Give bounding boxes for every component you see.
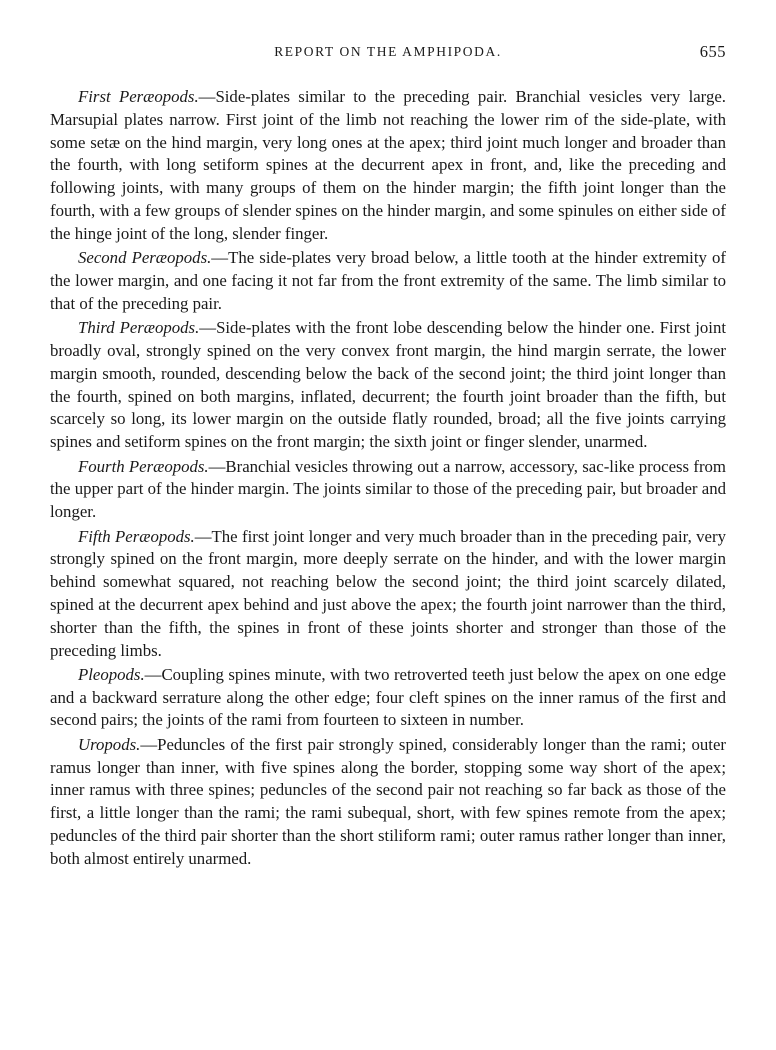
paragraph-heading: Second Peræopods. <box>78 248 212 268</box>
paragraph-heading: Third Peræopods. <box>78 318 200 338</box>
paragraph-text: —Side-plates similar to the preceding pair. Branchial vesicles very large. Marsupial plates narrow. First joint of the limb not reaching the lower rim of the side-plate, with some setæ on the hind margin, very long ones at the apex; third joint much longer and broader than the fourth, with long setiform spines at the decurrent apex in front, and, like the preceding and following joints, with many groups of them on the hinder margin; the fifth joint longer than the fourth, with a few groups of slender spines on the hinder margin, and some spinules on either side of the hinge joint of the long, slender finger. <box>50 87 726 243</box>
paragraph-text: —Coupling spines minute, with two retroverted teeth just below the apex on one edge and a backward serrature along the other edge; four cleft spines on the inner ramus of the first and second pairs; the joints of the rami from fourteen to sixteen in number. <box>50 664 726 730</box>
paragraph-heading: Uropods. <box>78 734 141 754</box>
paragraph-text: —Branchial vesicles throwing out a narrow, accessory, sac-like process from the upper part of the hinder margin. The joints similar to those of the preceding pair, but broader and longer. <box>50 456 726 522</box>
body-text <box>50 86 726 872</box>
paragraph-heading: First Peræopods. <box>78 87 199 106</box>
paragraph-text: —The side-plates very broad below, a little tooth at the hinder extremity of the lower margin, and one facing it not far from the front extremity of the same. The limb similar to that of the preceding pair. <box>50 248 726 313</box>
paragraph-fifth-peraeopods <box>50 526 726 663</box>
paragraph-fourth-peraeopods <box>50 456 726 524</box>
page-number: 655 <box>699 42 726 61</box>
paragraph-pleopods <box>50 664 726 732</box>
page-header <box>50 44 726 68</box>
paragraph-second-peraeopods <box>50 247 726 315</box>
paragraph-text: —Peduncles of the first pair strongly spined, considerably longer than the rami; outer ramus longer than inner, with five spines along the border, stopping some way short of the apex; inner ramus with three spines; peduncles of the second pair not reaching so far back as those of the first, a little longer than the rami; the rami subequal, short, with few spines remote from the apex; peduncles of the third pair shorter than the short stiliform rami; outer ramus rather longer than inner, both almost entirely unarmed. <box>50 734 726 868</box>
paragraph-text: —The first joint longer and very much broader than in the preceding pair, very strongly spined on the front margin, more deeply serrate on the hinder, and with the lower margin behind somewhat squared, not reaching below the second joint; the third joint scarcely dilated, spined at the decurrent apex behind and just above the apex; the fourth joint narrower than the third, shorter than the fifth, the spines in front of these joints shorter and stronger than those of the preceding limbs. <box>50 526 726 660</box>
paragraph-uropods <box>50 734 726 871</box>
paragraph-heading: Pleopods. <box>78 664 145 684</box>
paragraph-heading: Fifth Peræopods. <box>78 526 195 546</box>
paragraph-text: —Side-plates with the front lobe descending below the hinder one. First joint broadly oval, strongly spined on the very convex front margin, the hind margin serrate, the lower margin smooth, rounded, descending below the back of the second joint; the third joint longer than the fourth, spined on both margins, inflated, decurrent; the fourth joint broader than the fifth, but scarcely so long, its lower margin on the outside flatly rounded, broad; all the five joints carrying spines and setiform spines on the front margin; the sixth joint or finger slender, unarmed. <box>50 318 727 452</box>
paragraph-third-peraeopods <box>50 317 726 454</box>
paragraph-first-peraeopods <box>50 86 726 246</box>
running-title: REPORT ON THE AMPHIPODA. <box>274 44 502 59</box>
paragraph-heading: Fourth Peræopods. <box>78 456 209 476</box>
